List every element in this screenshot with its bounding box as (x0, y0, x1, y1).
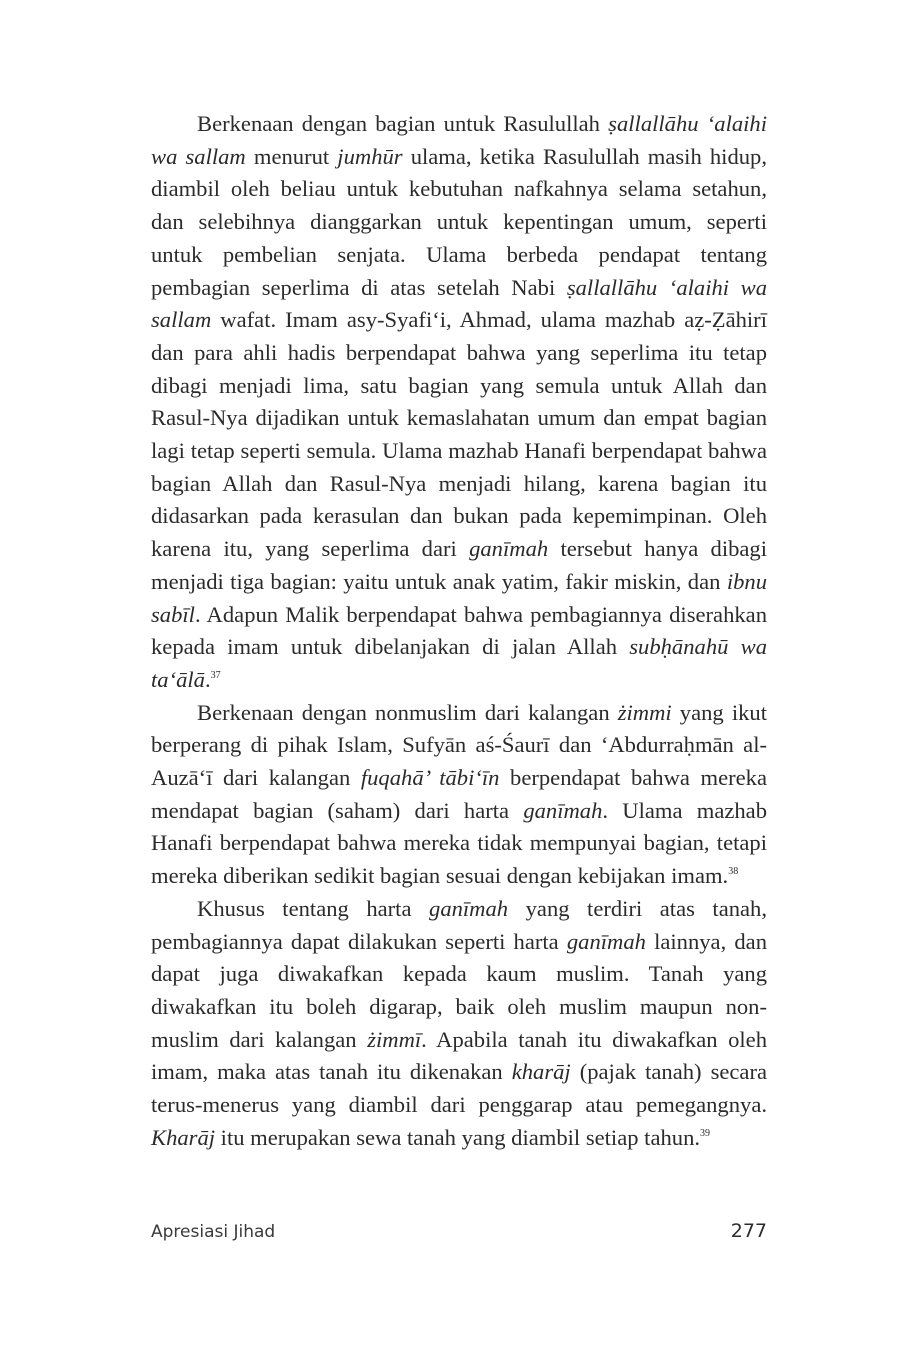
italic-term: ganīmah (523, 797, 603, 823)
body-text (151, 108, 767, 1155)
italic-term: ganīmah (566, 928, 646, 954)
italic-term: żimmi (617, 699, 672, 725)
page-number: 277 (730, 1220, 767, 1242)
running-footer-title: Apresiasi Jihad (151, 1222, 276, 1242)
paragraph-3 (151, 893, 767, 1155)
text-run: wafat. Imam asy-Syafi‘i, Ahmad, ulama mazhab aẓ-Ẓāhirī dan para ahli hadis berpendapat bahwa yang seperlima itu tetap dibagi menjadi lima, satu bagian yang semula untuk Allah dan Rasul-Nya dijadikan untuk kemaslahatan umum dan empat bagian lagi tetap seperti semula. Ulama mazhab Hanafi berpendapat bahwa bagian Allah dan Rasul-Nya menjadi hilang, karena bagian itu didasarkan pada kerasulan dan bukan pada kepemimpinan. Oleh karena itu, yang seperlima dari (151, 307, 767, 562)
paragraph-2 (151, 697, 767, 893)
footnote-marker: 39 (700, 1127, 711, 1139)
text-run: . Adapun Malik berpendapat bahwa pembagiannya diserahkan kepada imam untuk dibelanjakan di jalan Allah (151, 601, 767, 660)
footnote-marker: 38 (728, 866, 739, 878)
text-run: yang ikut berperang di pihak Islam, Sufyān aś-Śaurī dan ‘Abdurraḥmān al-Auzā‘ī dari kalangan (151, 699, 767, 791)
paragraph-1 (151, 108, 767, 697)
italic-term: jumhūr (337, 143, 403, 169)
text-run: . Apabila tanah itu diwakafkan oleh imam, maka atas tanah itu dikenakan (151, 1026, 768, 1085)
text-run: (pajak tanah) secara terus-menerus yang diambil dari penggarap atau pemegangnya. (151, 1059, 767, 1118)
italic-term: kharāj (511, 1059, 571, 1085)
text-run: . (204, 666, 211, 692)
italic-term: żimmī (367, 1026, 422, 1052)
text-run: tersebut hanya dibagi menjadi tiga bagian: yaitu untuk anak yatim, fakir miskin, dan (151, 536, 767, 594)
italic-term: ganīmah (429, 895, 509, 921)
text-run: lainnya, dan dapat juga diwakafkan kepada kaum muslim. Tanah yang diwakafkan itu boleh digarap, baik oleh muslim maupun nonmuslim dari kalangan (151, 928, 767, 1052)
text-run: ulama, ketika Rasulullah masih hidup, diambil oleh beliau untuk kebutuhan nafkahnya selama setahun, dan selebihnya dianggarkan untuk kepentingan umum, seperti untuk pembelian senjata. Ulama berbeda pendapat tentang pembagian seperlima di atas setelah Nabi (151, 143, 767, 300)
text-run: Berkenaan dengan nonmuslim dari kalangan (197, 699, 618, 725)
italic-term: fuqahā’ tābi‘īn (360, 765, 500, 791)
italic-term: Kharāj (151, 1124, 216, 1150)
footnote-marker: 37 (210, 669, 221, 681)
text-run: berpendapat bahwa mereka mendapat bagian (saham) dari harta (151, 765, 767, 823)
italic-term: ganīmah (469, 536, 549, 562)
italic-term: ṣallallāhu ‘alaihi wa sallam (151, 274, 767, 333)
italic-term: ibnu sabīl (151, 568, 767, 627)
italic-term: subḥānahū wa ta‘ālā (151, 634, 767, 692)
text-run: itu merupakan sewa tanah yang diambil setiap tahun. (215, 1124, 701, 1150)
italic-term: ṣallallāhu ‘alaihi wa sallam (151, 111, 768, 169)
text-run: yang terdiri atas tanah, pembagiannya dapat dilakukan seperti harta (151, 895, 767, 954)
text-run: Berkenaan dengan bagian untuk Rasulullah (197, 111, 609, 136)
text-run: menurut (245, 143, 338, 169)
text-run: . Ulama mazhab Hanafi berpendapat bahwa mereka tidak mempunyai bagian, tetapi mereka diberikan sedikit bagian sesuai dengan kebijakan imam. (151, 797, 767, 889)
text-run: Khusus tentang harta (197, 895, 430, 921)
